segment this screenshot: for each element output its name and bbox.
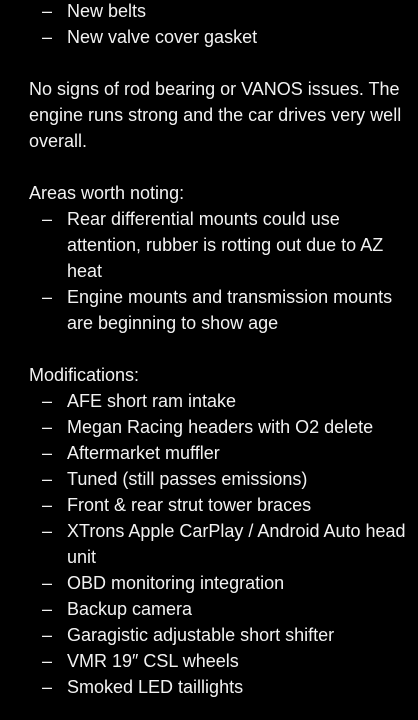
list-item-text: Megan Racing headers with O2 delete (67, 417, 374, 437)
list-item (29, 596, 414, 622)
list-item-text: Rear differential mounts could use attention, rubber is rotting out due to AZ heat (67, 209, 384, 281)
list-item-text: XTrons Apple CarPlay / Android Auto head unit (67, 521, 406, 567)
list-item (29, 492, 414, 518)
list-item (29, 622, 414, 648)
dash-bullet: – (42, 417, 53, 437)
list-item (29, 466, 414, 492)
list-item (29, 206, 414, 284)
list-item (29, 284, 414, 336)
list-item (29, 388, 414, 414)
list-item-text: AFE short ram intake (67, 391, 237, 411)
list-item-text: New valve cover gasket (67, 27, 258, 47)
list-item-text: Engine mounts and transmission mounts are beginning to show age (67, 287, 393, 333)
areas-list (29, 206, 414, 336)
modifications-heading: Modifications: (29, 365, 140, 385)
dash-bullet: – (42, 209, 53, 229)
list-item (29, 518, 414, 570)
paragraph-gap (29, 336, 414, 362)
areas-heading: Areas worth noting: (29, 183, 185, 203)
dash-bullet: – (42, 287, 53, 307)
paragraph-gap (29, 50, 414, 76)
dash-bullet: – (42, 391, 53, 411)
list-item-text: Smoked LED taillights (67, 677, 244, 697)
dash-bullet: – (42, 573, 53, 593)
list-item (29, 24, 414, 50)
paragraph-gap (29, 154, 414, 180)
dash-bullet: – (42, 625, 53, 645)
list-item (29, 570, 414, 596)
dash-bullet: – (42, 677, 53, 697)
list-item-text: Backup camera (67, 599, 193, 619)
list-item-text: New belts (67, 1, 147, 21)
dash-bullet: – (42, 469, 53, 489)
modifications-list (29, 388, 414, 700)
summary-paragraph: No signs of rod bearing or VANOS issues. The engine runs strong and the car drives very well overall. (29, 79, 402, 151)
list-item (29, 0, 414, 24)
list-item-text: Aftermarket muffler (67, 443, 220, 463)
listing-description (29, 0, 414, 700)
list-item-text: Front & rear strut tower braces (67, 495, 312, 515)
dash-bullet: – (42, 599, 53, 619)
list-item-text: Garagistic adjustable short shifter (67, 625, 335, 645)
list-item (29, 674, 414, 700)
dash-bullet: – (42, 521, 53, 541)
list-item-text: Tuned (still passes emissions) (67, 469, 308, 489)
maintenance-list (29, 0, 414, 50)
list-item (29, 440, 414, 466)
list-item-text: VMR 19″ CSL wheels (67, 651, 239, 671)
list-item-text: OBD monitoring integration (67, 573, 285, 593)
dash-bullet: – (42, 1, 53, 21)
dash-bullet: – (42, 443, 53, 463)
list-item (29, 414, 414, 440)
list-item (29, 648, 414, 674)
dash-bullet: – (42, 495, 53, 515)
dash-bullet: – (42, 27, 53, 47)
dash-bullet: – (42, 651, 53, 671)
